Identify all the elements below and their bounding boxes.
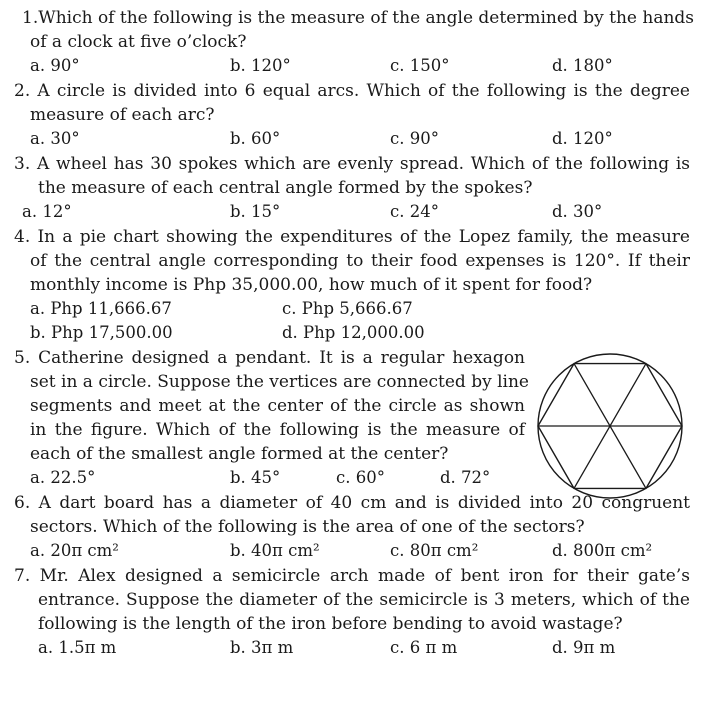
q7-text-line-2: entrance. Suppose the diameter of the semicircle is 3 meters, which of the [38,590,690,610]
q4-option-b: b. Php 17,500.00 [30,323,173,342]
q1-option-d: d. 180° [552,56,613,75]
q7-option-b: b. 3π m [230,638,294,657]
q7-option-c: c. 6 π m [390,638,458,657]
q2-text-line-2: measure of each arc? [30,105,215,125]
q6-option-c: c. 80π cm² [390,541,479,560]
q7-text-line-3: following is the length of the iron before bending to avoid wastage? [38,614,623,634]
q2-option-a: a. 30° [30,129,80,148]
q1-option-a: a. 90° [30,56,80,75]
q2-option-b: b. 60° [230,129,281,148]
q4-text-line-3: monthly income is Php 35,000.00, how much of it spent for food? [30,275,593,295]
q6-option-a: a. 20π cm² [30,541,119,560]
hexagon-in-circle-figure [530,352,690,500]
q5-text-line-5: each of the smallest angle formed at the center? [30,444,449,464]
q5-text-line-1: 5. Catherine designed a pendant. It is a regular hexagon [14,348,525,368]
q1-option-c: c. 150° [390,56,450,75]
q5-text-line-2: set in a circle. Suppose the vertices are connected by line [30,372,529,392]
q5-option-a: a. 22.5° [30,468,96,487]
q3-option-d: d. 30° [552,202,603,221]
q4-text-line-2: of the central angle corresponding to their food expenses is 120°. If their [30,251,690,271]
q5-option-d: d. 72° [440,468,491,487]
q1-text-line-2: of a clock at five o’clock? [30,32,247,52]
q4-option-c: c. Php 5,666.67 [282,299,413,318]
q1-option-b: b. 120° [230,56,291,75]
q2-option-c: c. 90° [390,129,439,148]
q3-option-c: c. 24° [390,202,439,221]
q2-text-line-1: 2. A circle is divided into 6 equal arcs. Which of the following is the degree [14,81,690,101]
q6-text-line-1: 6. A dart board has a diameter of 40 cm and is divided into 20 congruent [14,493,690,513]
q7-option-d: d. 9π m [552,638,616,657]
q5-text-line-4: in the figure. Which of the following is the measure of [30,420,525,440]
q5-text-line-3: segments and meet at the center of the circle as shown [30,396,525,416]
q3-text-line-1: 3. A wheel has 30 spokes which are evenly spread. Which of the following is [14,154,690,174]
q6-text-line-2: sectors. Which of the following is the area of one of the sectors? [30,517,585,537]
q5-option-c: c. 60° [336,468,385,487]
q7-option-a: a. 1.5π m [38,638,117,657]
q4-text-line-1: 4. In a pie chart showing the expenditures of the Lopez family, the measure [14,227,690,247]
q3-text-line-2: the measure of each central angle formed by the spokes? [38,178,533,198]
q2-option-d: d. 120° [552,129,613,148]
q4-option-a: a. Php 11,666.67 [30,299,172,318]
q4-option-d: d. Php 12,000.00 [282,323,425,342]
q7-text-line-1: 7. Mr. Alex designed a semicircle arch made of bent iron for their gate’s [14,566,690,586]
q3-option-a: a. 12° [22,202,72,221]
q3-option-b: b. 15° [230,202,281,221]
q6-option-d: d. 800π cm² [552,541,653,560]
q5-option-b: b. 45° [230,468,281,487]
q1-text-line-1: 1.Which of the following is the measure of the angle determined by the hands [22,8,695,28]
q6-option-b: b. 40π cm² [230,541,320,560]
